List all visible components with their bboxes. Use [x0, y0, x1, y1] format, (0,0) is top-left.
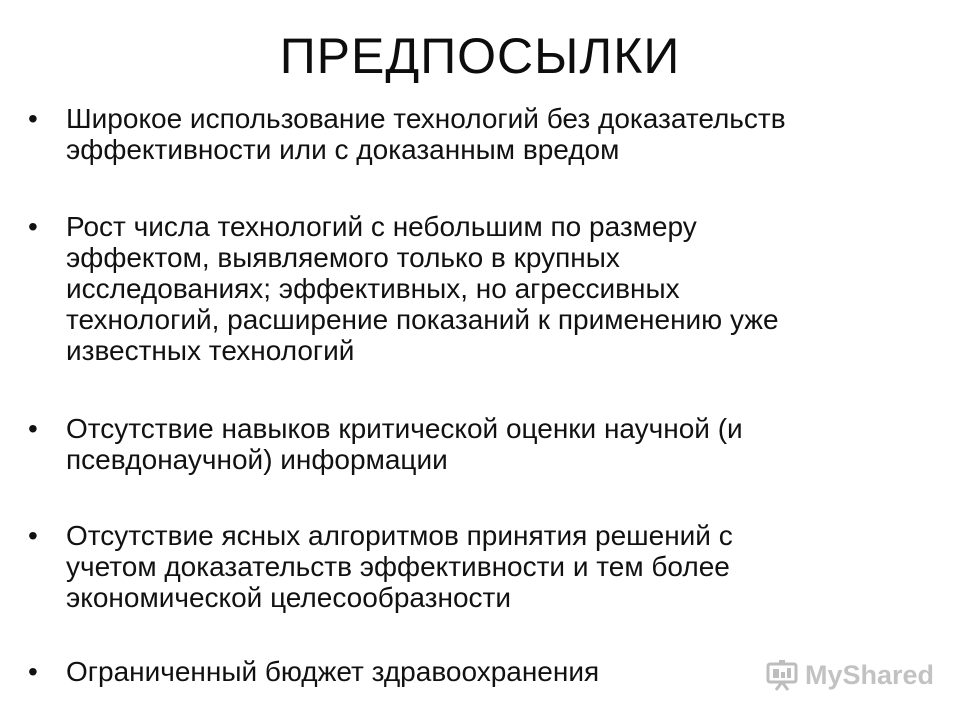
- watermark-text: MyShared: [805, 659, 935, 690]
- bullet-marker: •: [28, 211, 38, 242]
- bullet-text: Ограниченный бюджет здравоохранения: [66, 656, 600, 687]
- bullet-marker: •: [28, 520, 38, 551]
- bullet-text: Широкое использование технологий без доказательств эффективности или с доказанным вредом: [66, 103, 786, 165]
- presentation-board-icon: [765, 658, 799, 692]
- bullet-text: Отсутствие навыков критической оценки научной (и псевдонаучной) информации: [66, 413, 743, 475]
- bullet-text: Отсутствие ясных алгоритмов принятия решений с учетом доказательств эффективности и тем более экономической целесообразности: [66, 520, 733, 613]
- bullet-marker: •: [28, 103, 38, 134]
- bullet-marker: •: [28, 656, 38, 687]
- slide-title: ПРЕДПОСЫЛКИ: [279, 28, 681, 84]
- bullet-marker: •: [28, 413, 38, 444]
- bullet-text: Рост числа технологий с небольшим по размеру эффектом, выявляемого только в крупных исследованиях; эффективных, но агрессивных технологий, расширение показаний к применению уже известных технологий: [66, 211, 779, 366]
- watermark: [765, 655, 934, 695]
